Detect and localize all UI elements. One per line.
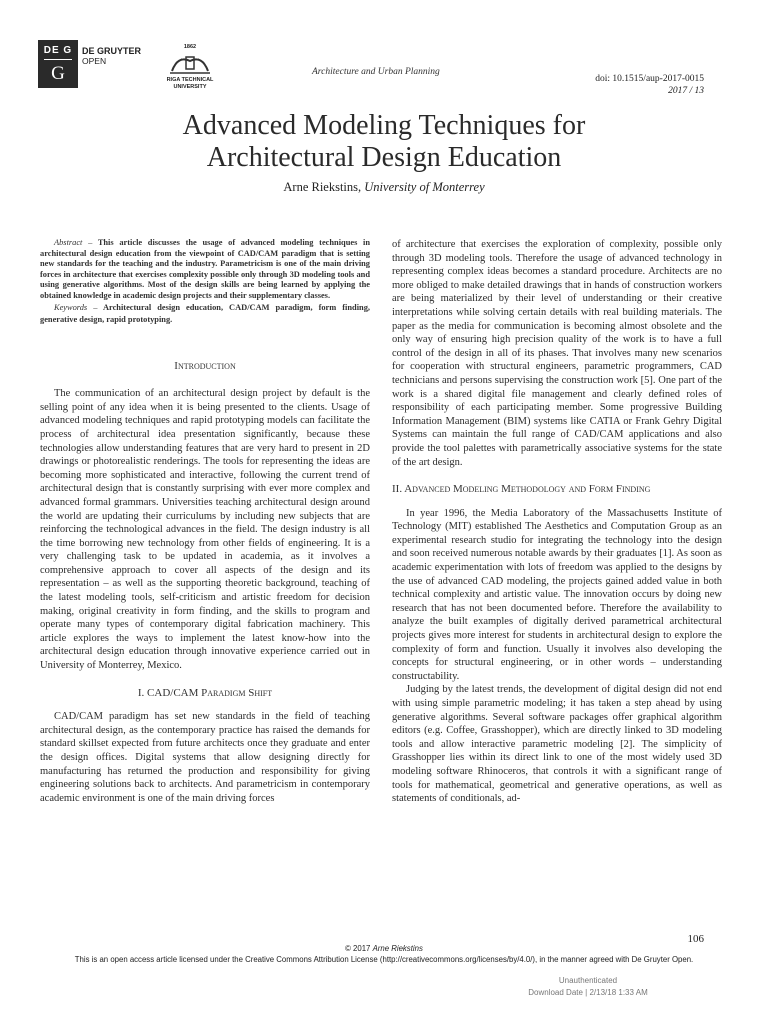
copyright-line bbox=[40, 944, 728, 955]
publisher-name-block bbox=[82, 46, 141, 66]
keywords-text: Architectural design education, CAD/CAM paradigm, form finding, generative design, rapid prototyping. bbox=[40, 302, 370, 324]
access-watermark bbox=[508, 975, 668, 999]
author-name: Arne Riekstins, bbox=[283, 180, 362, 194]
section-heading-2: II. Advanced Modeling Methodology and Form Finding bbox=[392, 483, 651, 496]
section-2-paragraph-2: Judging by the latest trends, the development of digital design did not end with using simple parametric modeling; it has taken a step ahead by using generative algorithms. Several software packages offer graphical algorithm editors (e.g. Coffee, Grasshopper), which are directly linked to 3D modeling tools and allow interactive parametric modeling [2]. The simplicity of Grasshopper lies within its direct link to one of the most widely used 3D modeling software Rhinoceros, that controls it with a significant range of tools for mathematical, geometrical and generative operations, as well as statements of conditionals, ad- bbox=[392, 684, 722, 805]
publisher-name: DE GRUYTER bbox=[82, 46, 142, 56]
abstract-label: Abstract – bbox=[54, 238, 93, 247]
title-line-2: Architectural Design Education bbox=[206, 142, 562, 173]
license-footer bbox=[40, 944, 728, 965]
section-heading-introduction: Introduction bbox=[174, 359, 236, 372]
publisher-logo-top: DE G bbox=[43, 45, 73, 56]
journal-name: Architecture and Urban Planning bbox=[312, 67, 440, 77]
abstract bbox=[40, 238, 370, 302]
right-column-paragraph: of architecture that exercises the exploration of complexity, possible only through 3D modeling tools. Therefore the usage of advanced technology in representing complex ideas becomes a standard procedure. Architects are no more obliged to make detailed drawings that in hands of construction workers are being materialized by their level of understanding or their creative interpretations while solving certain details with real building materials. The paper as the media for communication is becoming almost obsolete and the only way of ensuring high precision quality of the work is to have a full control of the design in all of its phases. That involves many new scenarios for cooperation with structural engineers, parametric programmers, CAD technicians and persons supervising the construction work [5]. One part of the work is a shared digital file management and clearly defined roles of responsibility of each participating member. Some progressive Building Information Management (BIM) systems like CATIA or Frank Gehry Digital Systems can maintain the full range of CAD/CAM applications and also provide the tool palettes with parametrically associative systems for the state of the art design. bbox=[392, 239, 722, 468]
right-column bbox=[392, 238, 722, 806]
section-1-paragraph: CAD/CAM paradigm has set new standards in the field of teaching architectural design, as the contemporary practice has raised the demands for standard skillset expected from future architects once they graduate and enter the design offices. Digital systems that allow designing directly for manufacturing has returned the production and responsibility for giving engineering solutions back to architects. And parametricism in contemporary academic environment is one of the main driving forces bbox=[40, 711, 370, 804]
abstract-text: This article discusses the usage of advanced modeling techniques in architectural design education from the viewpoint of CAD/CAM paradigm that is setting new standards for the teaching and the industry. Parametricism is one of the main driving forces in architecture that exercises complexity possible only through 3D modeling tools and using generative algorithms. Most of the design skills are being learned by applying the obtained knowledge in academic design projects and their supplementary classes. bbox=[40, 238, 371, 300]
author-affiliation: University of Monterrey bbox=[364, 180, 485, 194]
page-number: 106 bbox=[687, 933, 704, 945]
unauthenticated-label: Unauthenticated bbox=[558, 976, 618, 985]
author-line bbox=[0, 180, 768, 195]
keywords bbox=[40, 302, 370, 326]
publisher-logo bbox=[38, 40, 78, 88]
copyright-author: Arne Riekstins bbox=[372, 944, 423, 953]
section-heading-1: I. CAD/CAM Paradigm Shift bbox=[137, 686, 273, 699]
university-crest-icon bbox=[168, 51, 212, 75]
publisher-sub: OPEN bbox=[82, 56, 107, 66]
section-2-paragraph-1: In year 1996, the Media Laboratory of the Massachusetts Institute of Technology (MIT) established The Aesthetics and Computation Group as an experimental research studio for integrating the technology into the design and soon received numerous notable awards by their graduates [1]. As soon as academic experimentation with lots of freedom was applied to the designs by the use of advanced CAD modeling, the projects gained added value in both technical complexity and artistic value. The innovation occurs by doing new research that has not been documented before. Therefore the availability to analyze the built examples of digitally derived parametrical architectural projects gives more interest for students in architectural design to explore the complexity of form and function. Usually it involves also developing the concepts for structural engineering, or in other words – understanding constructability. bbox=[392, 507, 722, 682]
doi-block bbox=[595, 73, 704, 97]
university-name-2: UNIVERSITY bbox=[173, 83, 207, 90]
page-title bbox=[0, 110, 768, 174]
keywords-label: Keywords – bbox=[54, 302, 98, 312]
license-text: This is an open access article licensed under the Creative Commons Attribution License (http://creativecommons.org/licenses/by/4.0/), in the manner agreed with De Gruyter Open. bbox=[74, 954, 694, 964]
copyright-prefix: © 2017 bbox=[345, 944, 371, 953]
title-line-1: Advanced Modeling Techniques for bbox=[182, 110, 586, 141]
doi: doi: 10.1515/aup-2017-0015 bbox=[595, 74, 704, 84]
publisher-logo-divider bbox=[44, 59, 72, 60]
university-logo bbox=[160, 44, 220, 90]
year-volume: 2017 / 13 bbox=[668, 86, 704, 96]
intro-paragraph: The communication of an architectural design project by default is the selling point of any idea when it is being presented to the clients. Usage of advanced modeling techniques and rapid prototyping models can facilitate the process of architectural idea presentation significantly, because these technologies allow understanding features that are very hard to present in 2D drawings or photorealistic renderings. The tools for representing the ideas are becoming more sophisticated and interactive, following the current trend of architectural design that is constantly surprising with ever more complex and advanced formal grammars. Universities teaching architectural design around the world are updating their curriculums by including new subjects that are reinforcing the technological advances in the field. The design industry is all the time borrowing new technology from other fields of engineering. It is a very challenging task to be updated in academia, as it involves a comprehensive approach to cover all aspects of the design and its representation – as well as the supporting theoretic background, teaching of the latest modeling tools, self-criticism and artistic freedom for decision making, original creativity in form finding, and the skills to program and operate many types of contemporary digital fabrication machinery. This article explores the ways to implement the latest know-how into the architectural design education through innovative experience carried out in University of Monterrey, Mexico. bbox=[40, 388, 370, 672]
publisher-logo-letter: G bbox=[51, 63, 65, 84]
left-column bbox=[40, 238, 370, 805]
download-date: Download Date | 2/13/18 1:33 AM bbox=[528, 988, 648, 997]
university-name-1: RIGA TECHNICAL bbox=[166, 77, 214, 83]
university-year: 1862 bbox=[183, 44, 197, 50]
